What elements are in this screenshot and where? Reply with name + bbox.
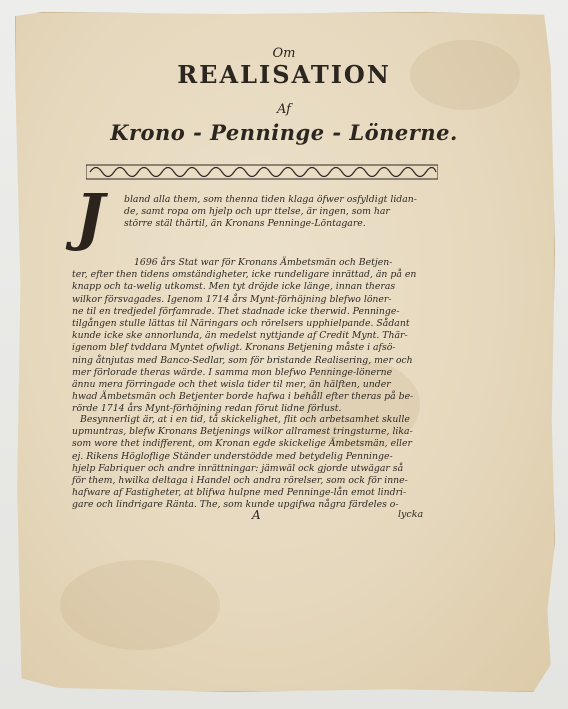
text-line: hafware af Fastigheter, at blifwa hulpne med Penninge-lån emot lindri- <box>72 487 407 499</box>
text-line: ej. Rikens Högloflige Ständer understödde med betydelig Penninge- <box>72 450 393 462</box>
ornament-border <box>86 164 438 180</box>
text-line: större stäl thärtil, än Kronans Penninge-Löntagare. <box>124 218 366 230</box>
text-line: rörde 1714 års Mynt-förhöjning redan förut lidne förlust. <box>72 403 342 415</box>
text-line: ännu mera förringade och thet wisla tider til mer, än hälften, under <box>72 379 391 390</box>
signature-mark: A <box>252 508 261 522</box>
text-line: de, samt ropa om hjelp och upr ttelse, är ingen, som har <box>124 206 390 218</box>
text-line: gare och lindrigare Ränta. The, som kunde upgifwa några färdeles o- <box>72 499 399 511</box>
document-subtitle: Krono - Penninge - Lönerne. <box>110 120 458 145</box>
text-line: för them, hwilka deltaga i Handel och andra rörelser, som ock för inne- <box>72 475 408 486</box>
text-line: tilgången stulle lättas til Näringars och rörelsers upphielpande. Sådant <box>72 318 410 329</box>
text-line: ne til en tredjedel förfamrade. Thet stadnade icke therwid. Penninge- <box>72 305 400 317</box>
text-line: hjelp Fabriquer och andre inrättningar: jämwäl ock gjorde utwägar så <box>72 462 404 474</box>
text-line: Besynnerligt är, at i en tid, tå skickelighet, flit och arbetsamhet skulle <box>80 414 410 425</box>
text-line: hwad Ämbetsmän och Betjenter borde hafwa i behåll efter theras på be- <box>72 391 414 403</box>
document-title: REALISATION <box>177 60 391 89</box>
heading-om: Om <box>272 46 296 61</box>
text-line: wilkor försvagades. Igenom 1714 års Mynt-förhöjning blefwo löner- <box>72 293 392 305</box>
heading-af: Af <box>277 102 291 117</box>
text-line: upmuntras, blefw Kronans Betjenings wilkor allramest tringsturne, lika- <box>72 426 413 438</box>
text-line: mer förlorade theras wärde. I samma mon blefwo Penninge-lönerne <box>72 366 393 378</box>
text-line: 1696 års Stat war för Kronans Ämbetsmän och Betjen- <box>134 257 393 268</box>
text-line: som wore thet indifferent, om Kronan egde skickelige Ämbetsmän, eller <box>72 438 412 450</box>
text-line: ter, efter then tidens omständigheter, icke rundeligare inrättad, än på en <box>72 269 417 281</box>
text-line: kunde icke ske annorlunda, än medelst nyttjande af Credit Mynt. Thär- <box>72 330 408 342</box>
paper-stain <box>60 560 220 650</box>
text-line: knapp och ta-welig utkomst. Men tyt dröjde icke länge, innan theras <box>72 281 396 293</box>
text-line: igenom blef tvddara Myntet ofwligt. Kronans Betjening måste i afsö- <box>72 342 396 354</box>
drop-cap: J <box>75 180 105 253</box>
text-line: ning åtnjutas med Banco-Sedlar, som för bristande Realisering, mer och <box>72 354 413 366</box>
text-line: bland alla them, som thenna tiden klaga öfwer osfyldigt lidan- <box>124 194 417 205</box>
catchword: lycka <box>398 509 424 520</box>
